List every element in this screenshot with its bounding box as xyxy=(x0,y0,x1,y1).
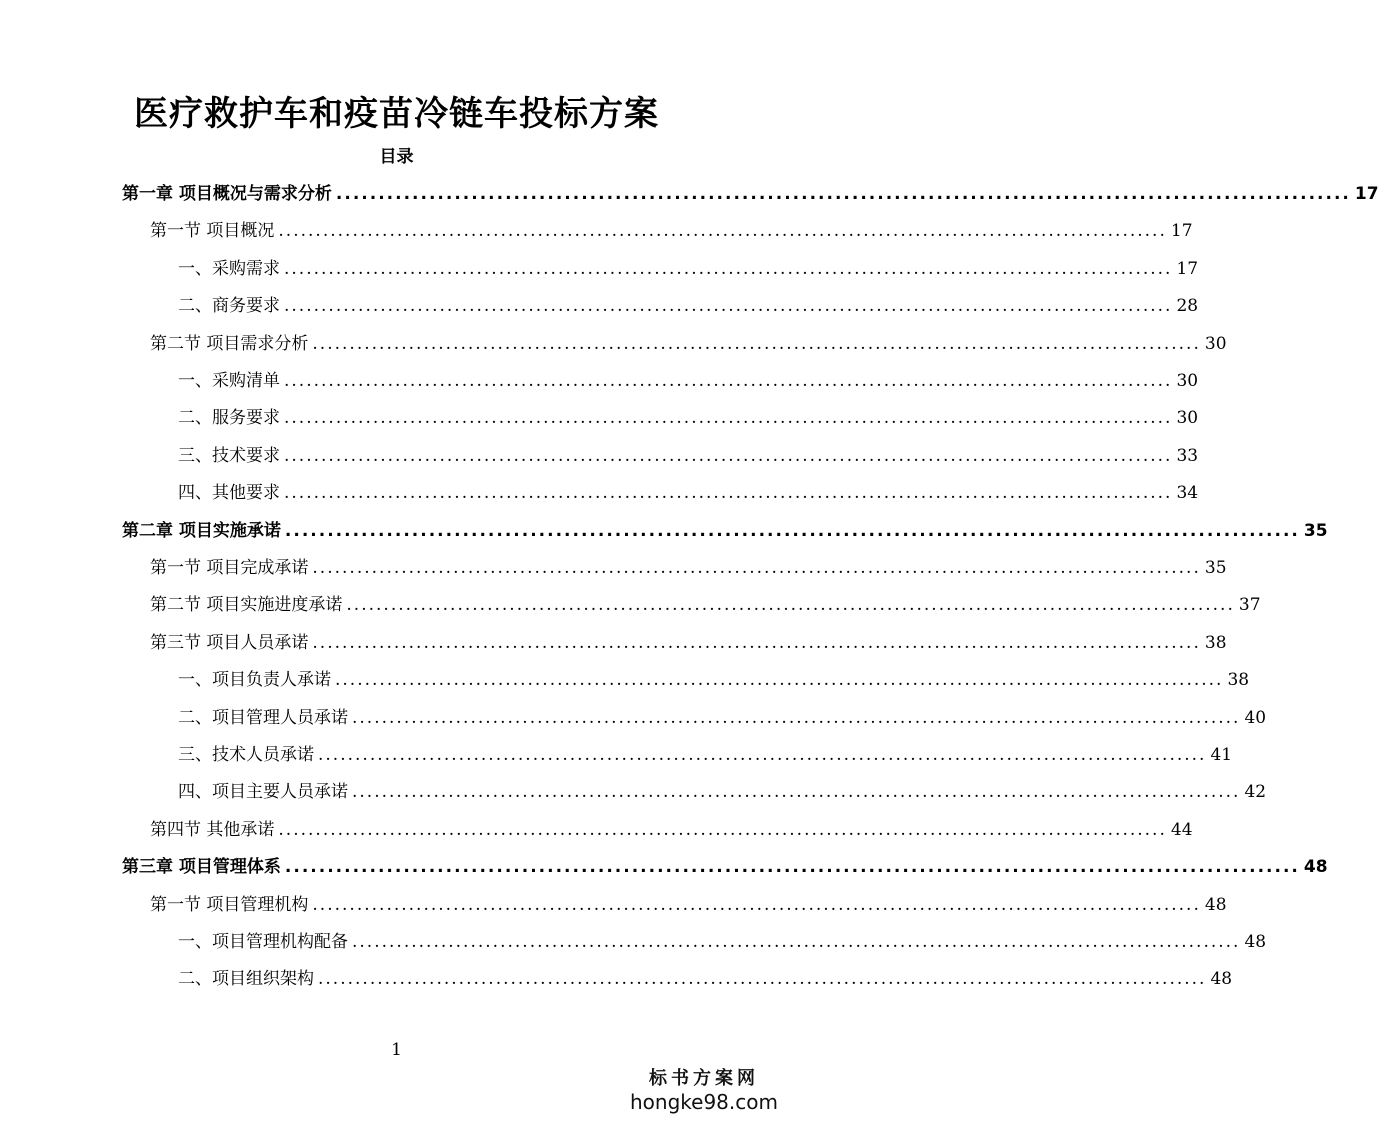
toc-entry-title: 第一节 项目管理机构 xyxy=(150,895,309,915)
toc-entry[interactable] xyxy=(122,517,1328,545)
document-title: 医疗救护车和疫苗冷链车投标方案 xyxy=(134,94,659,134)
toc-entry-page: 35 xyxy=(1204,558,1227,578)
toc-leader-dots: ........................................................................................................................ xyxy=(335,670,1224,690)
toc-entry[interactable] xyxy=(178,367,1199,395)
toc-leader-dots: ........................................................................................................................ xyxy=(284,521,1300,541)
toc-entry-title: 二、项目组织架构 xyxy=(178,969,314,989)
toc-entry-page: 48 xyxy=(1303,857,1328,877)
toc-leader-dots: ........................................................................................................................ xyxy=(352,932,1241,952)
toc-entry-page: 35 xyxy=(1303,521,1328,541)
toc-leader-dots: ........................................................................................................................ xyxy=(284,446,1173,466)
toc-entry[interactable] xyxy=(150,330,1227,358)
toc-entry-page: 44 xyxy=(1170,820,1193,840)
toc-entry[interactable] xyxy=(178,666,1250,694)
toc-entry[interactable] xyxy=(150,891,1227,919)
toc-entry[interactable] xyxy=(178,741,1233,769)
toc-leader-dots: ........................................................................................................................ xyxy=(284,408,1173,428)
toc-entry-page: 38 xyxy=(1227,670,1250,690)
toc-leader-dots: ........................................................................................................................ xyxy=(312,895,1201,915)
toc-entry[interactable] xyxy=(150,217,1193,245)
toc-leader-dots: ........................................................................................................................ xyxy=(352,782,1241,802)
watermark-name: 标书方案网 xyxy=(649,1068,759,1089)
toc-entry[interactable] xyxy=(150,816,1193,844)
toc-entry-page: 38 xyxy=(1204,633,1227,653)
toc-entry-title: 一、项目管理机构配备 xyxy=(178,932,348,952)
toc-entry-title: 三、技术要求 xyxy=(178,446,280,466)
toc-entry-title: 第二节 项目实施进度承诺 xyxy=(150,595,343,615)
toc-entry-page: 30 xyxy=(1204,334,1227,354)
toc-entry-page: 30 xyxy=(1176,371,1199,391)
toc-leader-dots: ........................................................................................................................ xyxy=(335,184,1351,204)
toc-entry[interactable] xyxy=(178,442,1199,470)
toc-leader-dots: ........................................................................................................................ xyxy=(312,633,1201,653)
toc-entry-page: 28 xyxy=(1176,296,1199,316)
toc-entry-page: 17 xyxy=(1170,221,1193,241)
toc-entry-page: 40 xyxy=(1244,708,1267,728)
toc-entry-page: 48 xyxy=(1204,895,1227,915)
toc-leader-dots: ........................................................................................................................ xyxy=(284,371,1173,391)
toc-entry[interactable] xyxy=(178,778,1267,806)
toc-entry-title: 第三章 项目管理体系 xyxy=(122,857,281,877)
toc-entry-title: 二、商务要求 xyxy=(178,296,280,316)
toc-leader-dots: ........................................................................................................................ xyxy=(312,558,1201,578)
toc-entry-title: 第一章 项目概况与需求分析 xyxy=(122,184,332,204)
watermark-logo xyxy=(629,1068,779,1114)
toc-entry-title: 第一节 项目概况 xyxy=(150,221,275,241)
toc-entry[interactable] xyxy=(150,554,1227,582)
toc-entry[interactable] xyxy=(178,404,1199,432)
toc-leader-dots: ........................................................................................................................ xyxy=(284,483,1173,503)
toc-entry-title: 二、项目管理人员承诺 xyxy=(178,708,348,728)
toc-entry-title: 第一节 项目完成承诺 xyxy=(150,558,309,578)
toc-entry[interactable] xyxy=(122,853,1328,881)
toc-entry-page: 41 xyxy=(1210,745,1233,765)
toc-entry-page: 17 xyxy=(1176,259,1199,279)
toc-entry[interactable] xyxy=(178,255,1199,283)
toc-entry-title: 四、其他要求 xyxy=(178,483,280,503)
toc-entry[interactable] xyxy=(122,180,1379,208)
toc-entry[interactable] xyxy=(178,928,1267,956)
toc-entry-title: 第三节 项目人员承诺 xyxy=(150,633,309,653)
toc-entry[interactable] xyxy=(178,704,1267,732)
toc-entry[interactable] xyxy=(178,479,1199,507)
toc-leader-dots: ........................................................................................................................ xyxy=(346,595,1235,615)
toc-entry[interactable] xyxy=(150,629,1227,657)
toc-entry[interactable] xyxy=(178,965,1233,993)
toc-entry-page: 33 xyxy=(1176,446,1199,466)
toc-entry-page: 48 xyxy=(1210,969,1233,989)
toc-entry[interactable] xyxy=(178,292,1199,320)
toc-leader-dots: ........................................................................................................................ xyxy=(318,745,1207,765)
toc-entry-title: 第二节 项目需求分析 xyxy=(150,334,309,354)
watermark-url: hongke98.com xyxy=(630,1090,778,1114)
page-number: 1 xyxy=(391,1040,402,1060)
toc-entry-title: 一、采购清单 xyxy=(178,371,280,391)
toc-entry-title: 第二章 项目实施承诺 xyxy=(122,521,281,541)
toc-leader-dots: ........................................................................................................................ xyxy=(284,857,1300,877)
toc-entry[interactable] xyxy=(150,591,1261,619)
toc-leader-dots: ........................................................................................................................ xyxy=(278,820,1167,840)
toc-entry-title: 一、采购需求 xyxy=(178,259,280,279)
toc-entry-page: 42 xyxy=(1244,782,1267,802)
toc-leader-dots: ........................................................................................................................ xyxy=(318,969,1207,989)
toc-entry-title: 四、项目主要人员承诺 xyxy=(178,782,348,802)
toc-leader-dots: ........................................................................................................................ xyxy=(284,296,1173,316)
toc-entry-title: 三、技术人员承诺 xyxy=(178,745,314,765)
toc-leader-dots: ........................................................................................................................ xyxy=(352,708,1241,728)
toc-entry-title: 一、项目负责人承诺 xyxy=(178,670,331,690)
toc-entry-page: 34 xyxy=(1176,483,1199,503)
toc-leader-dots: ........................................................................................................................ xyxy=(278,221,1167,241)
toc-leader-dots: ........................................................................................................................ xyxy=(312,334,1201,354)
toc-entry-page: 17 xyxy=(1354,184,1379,204)
toc-entry-page: 37 xyxy=(1238,595,1261,615)
toc-entry-title: 第四节 其他承诺 xyxy=(150,820,275,840)
toc-heading: 目录 xyxy=(379,147,414,167)
toc-entry-page: 30 xyxy=(1176,408,1199,428)
toc-entry-page: 48 xyxy=(1244,932,1267,952)
toc-leader-dots: ........................................................................................................................ xyxy=(284,259,1173,279)
toc-entry-title: 二、服务要求 xyxy=(178,408,280,428)
